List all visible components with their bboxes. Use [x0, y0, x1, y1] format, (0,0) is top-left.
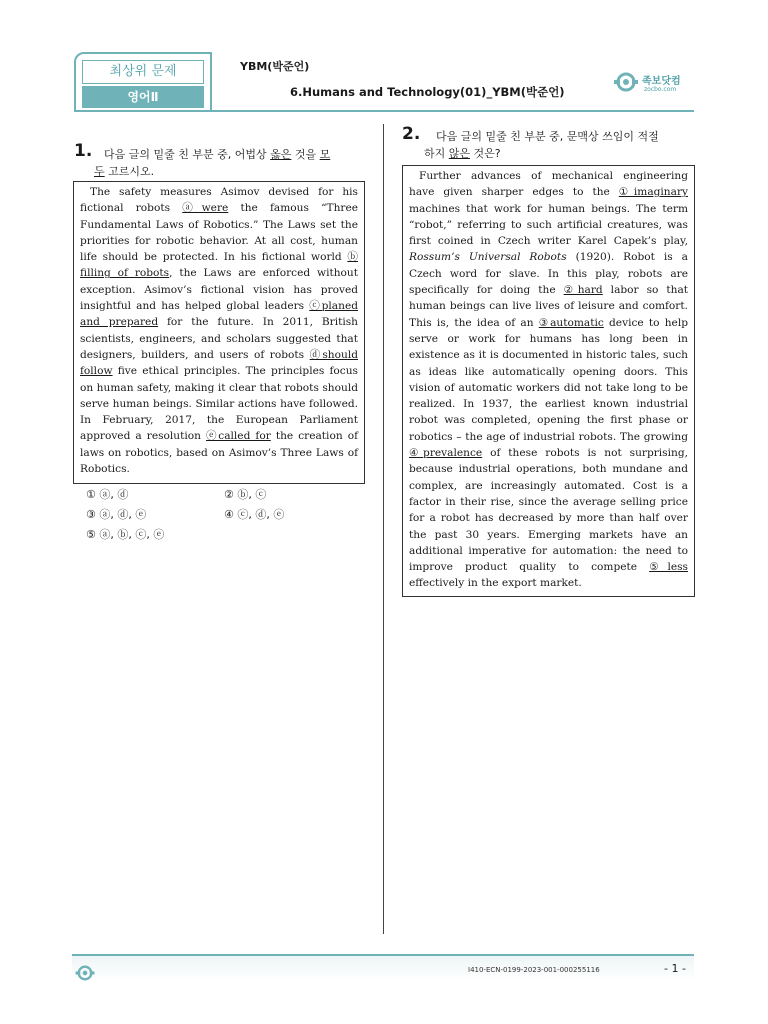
footer-band	[72, 956, 694, 980]
q1-passage	[73, 181, 365, 484]
q1-prompt-text: 것을	[291, 148, 320, 161]
page-number: - 1 -	[664, 962, 686, 975]
q1-prompt-emphasis: 모	[319, 148, 331, 161]
passage-text: five ethical principles. The principles focus on human safety, making it clear that robots should serve human beings. Similar actions have followed. In February, 2017, the European Parliament approved a resolution	[80, 365, 358, 443]
underlined-4: ④prevalence	[409, 447, 483, 460]
q1-prompt-emphasis: 두	[94, 165, 105, 178]
q1-number: 1.	[74, 141, 93, 161]
underlined-5: ⑤less	[649, 561, 688, 574]
brand-logo-icon	[612, 68, 640, 96]
brand-logo	[612, 68, 694, 98]
passage-text: Further advances of mechanical engineering have given sharper edges to the	[409, 170, 688, 199]
header-title: 6.Humans and Technology(01)_YBM(박준언)	[290, 85, 565, 99]
q2-number: 2.	[402, 124, 421, 144]
play-title: Rossum’s Universal Robots	[409, 251, 567, 264]
q2-prompt	[424, 128, 698, 162]
choice-1[interactable]: ① ⓐ, ⓓ	[86, 488, 129, 501]
badge-subject-label: 영어Ⅱ	[82, 86, 204, 108]
passage-text: (1920). Robot is a Czech word for slave. In this play, robots are specifically for doing the	[409, 251, 688, 297]
underlined-b: ⓑ filling of robots	[80, 251, 358, 280]
q1-prompt-text: 고르시오.	[104, 165, 155, 178]
choice-2[interactable]: ② ⓑ, ⓒ	[224, 488, 267, 501]
badge-level-label: 최상위 문제	[82, 60, 204, 84]
document-code: I410-ECN-0199-2023-001-000255116	[468, 966, 600, 974]
underlined-3: ③automatic	[538, 316, 604, 329]
passage-text: for the future. In 2011, British scientists, engineers, and scholars suggested that designers, builders, and users of robots	[80, 316, 358, 361]
passage-text: The safety measures Asimov devised for his fictional robots	[80, 186, 358, 215]
underlined-e: ⓔcalled for	[206, 430, 271, 443]
q1-prompt	[94, 146, 368, 180]
q2-prompt-text: 다음 글의 밑줄 친 부분 중, 문맥상 쓰임이 적절	[436, 130, 659, 143]
passage-text: machines that work for human beings. The term “robot,” referring to such artificial creatures, was first coined in Czech writer Karel Capek’s play,	[409, 202, 688, 248]
underlined-1: ①imaginary	[618, 186, 688, 199]
header-author: YBM(박준언)	[240, 60, 310, 73]
passage-text: effectively in the export market.	[409, 577, 582, 590]
q1-prompt-emphasis: 옳은	[270, 148, 292, 161]
header-rule	[212, 110, 694, 112]
q2-prompt-emphasis: 않은	[448, 147, 471, 160]
passage-text: the famous “Three Fundamental Laws of Robotics.” The Laws set the priorities for robotic behavior. At all cost, human life should be protected. In his fictional world	[80, 202, 358, 264]
passage-text: of these robots is not surprising, because industrial operations, both mundane and complex, are increasingly automated. Cost is a factor in their rise, since the average selling price for a robot has decreased by more than half over the past 30 years. Emerging markets have an additional imperative for automation: the need to improve product quality to compete	[409, 447, 688, 574]
passage-text: labor so that human beings can live lives of leisure and comfort. This is, the idea of an	[409, 284, 689, 329]
underlined-c: ⓒplaned and prepared	[80, 300, 358, 329]
q2-passage	[402, 165, 695, 597]
underlined-2: ②hard	[563, 284, 603, 297]
underlined-d: ⓓshould follow	[80, 348, 358, 378]
q2-prompt-text: 것은?	[470, 147, 501, 160]
choice-5[interactable]: ⑤ ⓐ, ⓑ, ⓒ, ⓔ	[86, 528, 165, 541]
footer-logo-icon	[74, 962, 96, 984]
passage-text: , the Laws are enforced without exception. Asimov’s fictional vision has proved insightful and has helped global leaders	[80, 267, 358, 313]
underlined-a: ⓐwere	[182, 202, 229, 215]
brand-url: zocbo.com	[644, 86, 677, 93]
q1-prompt-text: 다음 글의 밑줄 친 부분 중, 어법상	[104, 148, 271, 161]
subject-badge	[74, 52, 212, 112]
choice-3[interactable]: ③ ⓐ, ⓓ, ⓔ	[86, 508, 147, 521]
q2-prompt-text: 하지	[424, 147, 449, 160]
brand-name: 족보닷컴	[642, 76, 681, 87]
column-divider	[383, 124, 384, 934]
passage-text: device to help serve or work for humans has long been in existence as it is documented in historic tales, such as ideas like automatically opening doors. This vision of automatic workers did not take long to be realized. In 1937, the earliest known industrial robot was completed, opening the first phase or robotics – the age of industrial robots. The growing	[409, 316, 688, 443]
passage-text: the creation of laws on robotics, based on Asimov’s Three Laws of Robotics.	[80, 430, 358, 476]
choice-4[interactable]: ④ ⓒ, ⓓ, ⓔ	[224, 508, 285, 521]
